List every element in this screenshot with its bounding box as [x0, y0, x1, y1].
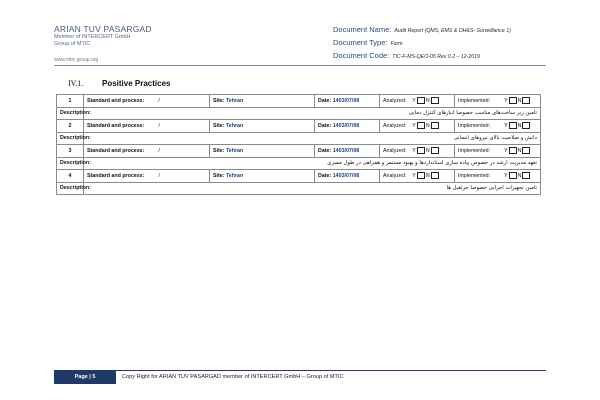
section-heading [68, 79, 170, 88]
implemented-cell [455, 170, 541, 183]
analyzed-label: Analyzed: [383, 123, 407, 130]
implemented-yes-label: Y [504, 98, 508, 105]
implemented-no-label: N [517, 123, 522, 130]
doc-type-row [333, 37, 511, 50]
description-label: Description: [57, 107, 84, 120]
analyzed-cell [380, 95, 455, 108]
site-value: Tehran [225, 97, 244, 104]
date-value: 1403/07/08 [332, 172, 360, 179]
analyzed-cell [380, 170, 455, 183]
date-cell [315, 170, 380, 183]
date-value: 1403/07/08 [332, 97, 360, 104]
date-label: Date: [318, 122, 332, 129]
description-value: دانش و صلاحیت بالای نیروهای انسانی [84, 132, 541, 145]
description-label: Description: [57, 157, 84, 170]
implemented-no-label: N [517, 173, 522, 180]
group-line: Group of MTIC [54, 40, 91, 47]
description-row [57, 132, 541, 145]
site-label: Site: [213, 172, 225, 179]
site-label: Site: [213, 97, 225, 104]
standard-label: Standard and process: [87, 147, 145, 154]
description-label: Description: [57, 182, 84, 195]
site-label: Site: [213, 122, 225, 129]
implemented-cell [455, 95, 541, 108]
company-name: ARIAN TUV PASARGAD [54, 24, 152, 34]
practice-row [57, 170, 541, 183]
site-value: Tehran [225, 147, 244, 154]
date-value: 1403/07/08 [332, 122, 360, 129]
standard-cell [84, 120, 210, 133]
positive-practices-table [56, 94, 541, 195]
site-cell [210, 95, 315, 108]
standard-label: Standard and process: [87, 122, 145, 129]
practice-row [57, 120, 541, 133]
standard-label: Standard and process: [87, 172, 145, 179]
section-title: Positive Practices [102, 79, 171, 88]
site-value: Tehran [225, 122, 244, 129]
description-value: تعهد مدیریت ارشد در خصوص پیاده سازی استانداردها و بهبود مستمر و همراهی در طول ممیزی [84, 157, 541, 170]
date-cell [315, 120, 380, 133]
doc-name-row [333, 24, 511, 37]
page-number: Page | 5 [54, 370, 116, 384]
analyzed-no-checkbox[interactable] [431, 97, 439, 104]
implemented-label: Implemented: [458, 123, 491, 130]
site-cell [210, 145, 315, 158]
implemented-cell [455, 145, 541, 158]
standard-value: / [158, 147, 160, 154]
doc-type-label: Document Type: [333, 38, 388, 47]
description-row [57, 107, 541, 120]
implemented-label: Implemented: [458, 98, 491, 105]
analyzed-yes-label: Y [412, 148, 416, 155]
implemented-no-label: N [517, 98, 522, 105]
implemented-no-checkbox[interactable] [522, 97, 530, 104]
implemented-cell [455, 120, 541, 133]
analyzed-label: Analyzed: [383, 173, 407, 180]
implemented-no-label: N [517, 148, 522, 155]
site-cell [210, 120, 315, 133]
description-value: تامین زیر ساخت‌های مناسب خصوصا انبارهای کنترل دمایی [84, 107, 541, 120]
description-row [57, 157, 541, 170]
analyzed-label: Analyzed: [383, 148, 407, 155]
doc-code-value: TIC-F-MS-QEO-05 Rev 0.2 – 12-2019 [392, 54, 480, 60]
row-number: 1 [57, 95, 84, 108]
row-number: 4 [57, 170, 84, 183]
date-label: Date: [318, 147, 332, 154]
standard-value: / [158, 122, 160, 129]
analyzed-no-label: N [425, 148, 430, 155]
document-meta [333, 24, 511, 63]
analyzed-no-label: N [425, 123, 430, 130]
analyzed-cell [380, 145, 455, 158]
implemented-yes-checkbox[interactable] [509, 122, 517, 129]
description-label: Description: [57, 132, 84, 145]
site-value: Tehran [225, 172, 244, 179]
company-block [54, 24, 152, 47]
implemented-yes-label: Y [504, 148, 508, 155]
standard-value: / [158, 97, 160, 104]
implemented-label: Implemented: [458, 173, 491, 180]
implemented-yes-label: Y [504, 123, 508, 130]
doc-type-value: Form [390, 41, 403, 47]
analyzed-yes-label: Y [412, 173, 416, 180]
member-line: Member of INTERCERT GmbH [54, 34, 131, 40]
site-cell [210, 170, 315, 183]
doc-name-label: Document Name: [333, 25, 392, 34]
analyzed-yes-checkbox[interactable] [417, 172, 425, 179]
date-label: Date: [318, 172, 332, 179]
date-cell [315, 95, 380, 108]
analyzed-yes-checkbox[interactable] [417, 147, 425, 154]
standard-label: Standard and process: [87, 97, 145, 104]
analyzed-yes-label: Y [412, 98, 416, 105]
implemented-no-checkbox[interactable] [522, 122, 530, 129]
analyzed-label: Analyzed: [383, 98, 407, 105]
doc-code-label: Document Code: [333, 51, 390, 60]
date-cell [315, 145, 380, 158]
description-row [57, 182, 541, 195]
implemented-no-checkbox[interactable] [522, 147, 530, 154]
date-value: 1403/07/08 [332, 147, 360, 154]
analyzed-yes-checkbox[interactable] [417, 97, 425, 104]
description-value: تامین تجهیزات اجرایی خصوصا جرثقیل ها [84, 182, 541, 195]
implemented-yes-label: Y [504, 173, 508, 180]
standard-cell [84, 170, 210, 183]
analyzed-no-checkbox[interactable] [431, 147, 439, 154]
doc-code-row [333, 50, 511, 63]
standard-value: / [158, 172, 160, 179]
doc-name-value: Audit Report (QMS, EMS & OH&S- Surveillance 1) [394, 28, 511, 34]
implemented-no-checkbox[interactable] [522, 172, 530, 179]
site-label: Site: [213, 147, 225, 154]
implemented-yes-checkbox[interactable] [509, 97, 517, 104]
page-footer [54, 370, 546, 384]
implemented-yes-checkbox[interactable] [509, 147, 517, 154]
practice-row [57, 145, 541, 158]
copyright-text: Copy Right for ARIAN TUV PASARGAD member of INTERCERT GmbH – Group of MTIC [122, 374, 344, 380]
header-divider [54, 65, 546, 66]
implemented-label: Implemented: [458, 148, 491, 155]
analyzed-cell [380, 120, 455, 133]
website-link[interactable]: www.mtic-group.org [54, 57, 99, 63]
standard-cell [84, 145, 210, 158]
standard-cell [84, 95, 210, 108]
analyzed-yes-label: Y [412, 123, 416, 130]
analyzed-no-label: N [425, 173, 430, 180]
row-number: 3 [57, 145, 84, 158]
analyzed-no-label: N [425, 98, 430, 105]
row-number: 2 [57, 120, 84, 133]
analyzed-no-checkbox[interactable] [431, 122, 439, 129]
analyzed-yes-checkbox[interactable] [417, 122, 425, 129]
practice-row [57, 95, 541, 108]
section-number: IV.1. [68, 79, 84, 88]
analyzed-no-checkbox[interactable] [431, 172, 439, 179]
date-label: Date: [318, 97, 332, 104]
implemented-yes-checkbox[interactable] [509, 172, 517, 179]
